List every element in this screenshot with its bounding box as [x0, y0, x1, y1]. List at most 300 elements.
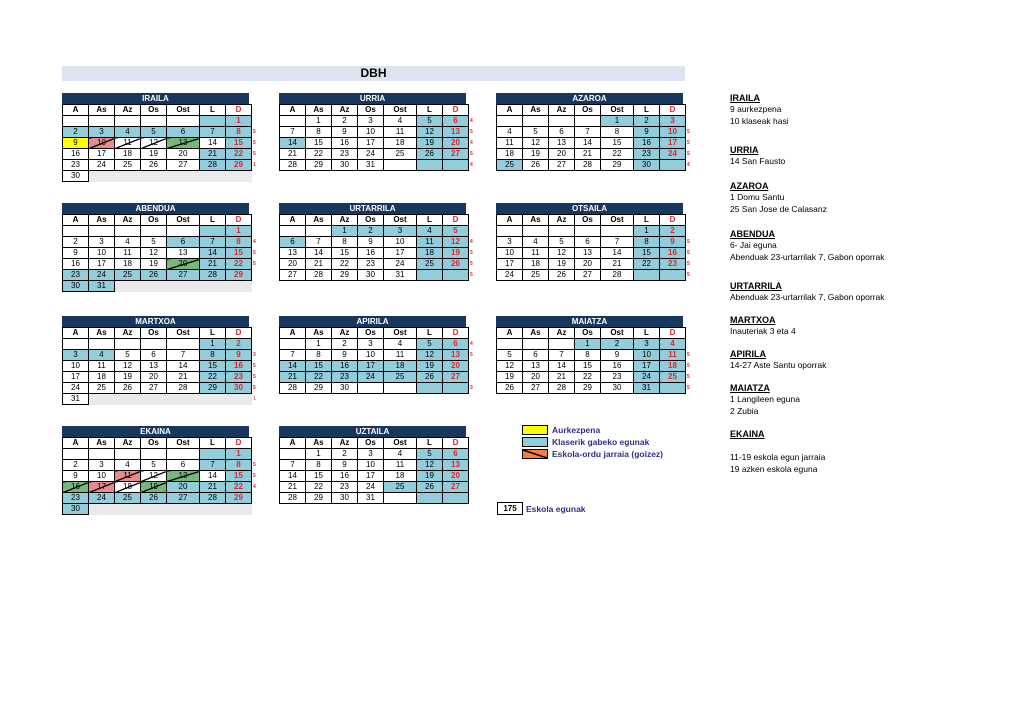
week-count: 4: [253, 484, 256, 490]
day-cell: 15: [634, 248, 660, 259]
day-cell: 26 5: [443, 259, 469, 270]
day-cell: 9: [63, 248, 89, 259]
day-cell: 21: [280, 372, 306, 383]
day-cell: [497, 116, 523, 127]
day-cell: [660, 270, 690, 281]
day-cell: 20: [141, 372, 167, 383]
notes-panel: [730, 93, 1020, 475]
week-count: 5: [687, 352, 690, 358]
day-cell: [306, 226, 332, 237]
week-count: 5: [687, 272, 690, 278]
day-cell: [200, 449, 226, 460]
week-count: 5: [470, 129, 473, 135]
day-cell: 21: [200, 482, 226, 493]
day-cell: 15: [332, 248, 358, 259]
day-cell: 27: [443, 482, 469, 493]
weekday-label: Os: [141, 105, 167, 116]
day-cell: 24: [497, 270, 523, 281]
day-cell: 29: [226, 493, 252, 504]
month-name: URRIA: [279, 93, 466, 104]
day-cell: 28: [306, 270, 332, 281]
day-cell: 23: [601, 372, 634, 383]
day-cell: 19: [115, 372, 141, 383]
day-cell: [575, 226, 601, 237]
week-count: 4: [470, 341, 473, 347]
day-cell: 13: [141, 361, 167, 372]
day-cell: 24: [89, 493, 115, 504]
day-cell: 23: [358, 259, 384, 270]
day-cell: 14: [280, 361, 306, 372]
day-cell: [443, 160, 473, 171]
day-cell: 9: [63, 138, 89, 149]
day-cell: 26: [549, 270, 575, 281]
week-count: 5: [470, 352, 473, 358]
weekday-label: L: [634, 328, 660, 339]
day-cell: 19: [141, 149, 167, 160]
day-cell: 3: [358, 339, 384, 350]
day-cell: 25: [384, 482, 417, 493]
day-cell: 30: [601, 383, 634, 394]
weekday-label: A: [280, 215, 306, 226]
day-cell: 27: [167, 160, 200, 171]
day-cell: 10: [89, 471, 115, 482]
note-line: Inauteriak 3 eta 4: [730, 326, 796, 336]
empty-cell: [89, 504, 115, 515]
note-line: [730, 439, 1020, 451]
empty-cell: [141, 394, 167, 405]
day-cell: [660, 160, 690, 171]
day-cell: 18: [115, 149, 141, 160]
weekday-label: D: [226, 328, 252, 339]
weekday-label: A: [280, 105, 306, 116]
day-cell: 12: [497, 361, 523, 372]
weekday-label: Ost: [384, 215, 417, 226]
day-cell: 24: [634, 372, 660, 383]
empty-cell: [200, 394, 226, 405]
month-name: ABENDUA: [62, 203, 249, 214]
day-cell: [549, 339, 575, 350]
day-cell: [115, 226, 141, 237]
day-cell: 13: [575, 248, 601, 259]
day-cell: 2: [332, 339, 358, 350]
day-cell: 28: [601, 270, 634, 281]
day-cell: 8 5: [226, 127, 252, 138]
day-cell: 10: [358, 127, 384, 138]
day-cell: [167, 339, 200, 350]
day-cell: 14: [200, 471, 226, 482]
day-cell: 18: [115, 482, 141, 493]
day-cell: [384, 160, 417, 171]
day-cell: 14: [549, 361, 575, 372]
day-cell: 6: [549, 127, 575, 138]
day-cell: 4: [89, 350, 115, 361]
day-cell: [523, 226, 549, 237]
day-cell: 2: [601, 339, 634, 350]
empty-cell: [200, 281, 226, 292]
weekday-label: D: [443, 328, 469, 339]
note-title: URRIA: [730, 145, 759, 155]
day-cell: 16: [332, 361, 358, 372]
day-cell: 24: [358, 482, 384, 493]
month-name: OTSAILA: [496, 203, 683, 214]
day-cell: 14: [200, 248, 226, 259]
day-cell: [63, 226, 89, 237]
weekday-label: L: [417, 328, 443, 339]
weekday-label: Az: [549, 215, 575, 226]
day-cell: [575, 116, 601, 127]
day-cell: 6: [443, 449, 469, 460]
day-cell: [497, 226, 523, 237]
day-cell: 10: [358, 460, 384, 471]
day-cell: 1: [226, 116, 252, 127]
day-cell: 23: [63, 493, 89, 504]
day-cell: 21: [200, 259, 226, 270]
day-cell: 23: [634, 149, 660, 160]
day-cell: 23 5: [660, 259, 686, 270]
weekday-label: Os: [141, 328, 167, 339]
day-cell: 20: [575, 259, 601, 270]
note-line: 6- Jai eguna: [730, 240, 777, 250]
day-cell: 19: [549, 259, 575, 270]
day-cell: 9: [332, 127, 358, 138]
weekday-label: A: [63, 328, 89, 339]
legend-label: Eskola-ordu jarraia (goizez): [552, 449, 663, 459]
note-line: 11-19 eskola egun jarraia: [730, 452, 826, 462]
day-cell: 19: [417, 138, 443, 149]
weekday-label: As: [523, 328, 549, 339]
day-cell: 17: [384, 248, 417, 259]
day-cell: 3: [358, 116, 384, 127]
day-cell: [601, 226, 634, 237]
day-cell: 7: [200, 460, 226, 471]
day-cell: [89, 116, 115, 127]
weekday-label: Ost: [384, 328, 417, 339]
day-cell: 3: [660, 116, 686, 127]
empty-cell: [115, 281, 141, 292]
day-cell: [141, 116, 167, 127]
week-count: 1: [253, 162, 256, 168]
weekday-label: A: [280, 438, 306, 449]
day-cell: 23: [332, 149, 358, 160]
note-title: AZAROA: [730, 181, 769, 191]
day-cell: 2: [63, 237, 89, 248]
day-cell: 18: [417, 248, 443, 259]
day-cell: 17: [634, 361, 660, 372]
day-cell: 12: [115, 361, 141, 372]
note-line: 14-27 Aste Santu oporrak: [730, 360, 827, 370]
day-cell: 30: [358, 270, 384, 281]
day-cell: 27: [141, 383, 167, 394]
day-cell: 26: [417, 149, 443, 160]
legend-swatch: [522, 437, 548, 447]
weekday-label: L: [200, 215, 226, 226]
day-cell: 12: [141, 248, 167, 259]
day-cell: 3: [89, 237, 115, 248]
day-cell: 18: [523, 259, 549, 270]
month-calendar-apirila: [279, 316, 473, 394]
day-cell: 16 5: [660, 248, 686, 259]
day-cell: 30: [63, 504, 89, 515]
day-cell: 5: [549, 237, 575, 248]
day-cell: 28: [200, 160, 226, 171]
empty-cell: [141, 171, 167, 182]
day-cell: 10: [63, 361, 89, 372]
day-cell: [141, 339, 167, 350]
day-cell: 4: [660, 339, 686, 350]
day-cell: 1: [200, 339, 226, 350]
weekday-label: As: [306, 328, 332, 339]
empty-cell: [115, 394, 141, 405]
day-cell: [115, 116, 141, 127]
day-cell: 10: [89, 138, 115, 149]
note-line: 9 aurkezpena: [730, 104, 782, 114]
note-line: 1 Domu Santu: [730, 192, 785, 202]
day-cell: 21: [549, 372, 575, 383]
day-cell: 7: [601, 237, 634, 248]
day-cell: 2: [332, 449, 358, 460]
weekday-label: A: [63, 105, 89, 116]
day-cell: 23: [63, 160, 89, 171]
day-cell: 9: [634, 127, 660, 138]
week-count: 5: [470, 261, 473, 267]
empty-cell: [226, 394, 256, 405]
week-count: 5: [687, 385, 690, 391]
legend-swatch: [522, 425, 548, 435]
day-cell: 3: [358, 449, 384, 460]
day-cell: 29: [200, 383, 226, 394]
day-cell: 17: [89, 149, 115, 160]
day-cell: 11: [497, 138, 523, 149]
day-cell: 5: [497, 350, 523, 361]
day-cell: 8: [200, 350, 226, 361]
month-name: MARTXOA: [62, 316, 249, 327]
week-count: 4: [687, 162, 690, 168]
day-cell: 15 5: [226, 471, 252, 482]
day-cell: 6 4: [443, 116, 469, 127]
week-count: 5: [253, 385, 256, 391]
day-cell: 20: [167, 482, 200, 493]
school-days-count: 175: [497, 502, 523, 515]
day-cell: 25: [523, 270, 549, 281]
day-cell: 11: [384, 127, 417, 138]
day-cell: 8: [306, 460, 332, 471]
week-count: 5: [253, 250, 256, 256]
day-cell: 19: [497, 372, 523, 383]
note-block: [730, 281, 1020, 303]
note-title: URTARRILA: [730, 281, 782, 291]
weekday-label: A: [280, 328, 306, 339]
day-cell: 5: [417, 449, 443, 460]
day-cell: 8: [306, 350, 332, 361]
day-cell: 26: [141, 160, 167, 171]
day-cell: 1: [226, 226, 252, 237]
empty-cell: [89, 394, 115, 405]
weekday-label: As: [523, 215, 549, 226]
day-cell: 1: [306, 339, 332, 350]
day-cell: [167, 449, 200, 460]
empty-cell: [167, 394, 200, 405]
weekday-label: Ost: [384, 438, 417, 449]
day-cell: 22: [200, 372, 226, 383]
weekday-label: Ost: [167, 105, 200, 116]
school-days-summary: [497, 500, 586, 518]
day-cell: 15: [200, 361, 226, 372]
day-cell: [89, 449, 115, 460]
day-cell: 3: [89, 460, 115, 471]
weekday-label: Os: [358, 328, 384, 339]
day-cell: 15 5: [226, 248, 252, 259]
day-cell: 25 5: [660, 372, 686, 383]
day-cell: 6: [141, 350, 167, 361]
day-cell: 11: [115, 248, 141, 259]
day-cell: 2: [226, 339, 252, 350]
day-cell: 29: [306, 160, 332, 171]
day-cell: [89, 339, 115, 350]
note-line: 25 San Jose de Calasanz: [730, 204, 827, 214]
day-cell: 13 5: [443, 350, 469, 361]
day-cell: 24: [89, 160, 115, 171]
weekday-label: Az: [115, 328, 141, 339]
day-cell: 29: [575, 383, 601, 394]
legend-label: Aurkezpena: [552, 425, 601, 435]
weekday-label: D: [660, 328, 686, 339]
day-cell: 10: [384, 237, 417, 248]
week-count: 5: [253, 140, 256, 146]
empty-cell: [167, 171, 200, 182]
week-count: 3: [253, 352, 256, 358]
day-cell: 28: [280, 160, 306, 171]
day-cell: 26: [417, 372, 443, 383]
day-cell: [141, 449, 167, 460]
weekday-label: L: [634, 215, 660, 226]
day-cell: [443, 493, 469, 504]
day-cell: 18: [384, 471, 417, 482]
day-cell: 27: [167, 493, 200, 504]
weekday-label: A: [497, 215, 523, 226]
day-cell: 12: [417, 127, 443, 138]
day-cell: 16: [63, 482, 89, 493]
empty-cell: [200, 504, 226, 515]
day-cell: 21: [200, 149, 226, 160]
day-cell: 2: [63, 127, 89, 138]
empty-cell: [115, 171, 141, 182]
day-cell: [660, 383, 690, 394]
day-cell: [280, 449, 306, 460]
day-cell: 14: [280, 138, 306, 149]
day-cell: 1: [226, 449, 252, 460]
day-cell: 4: [115, 237, 141, 248]
note-line: 10 klaseak hasi: [730, 116, 789, 126]
day-cell: 24: [358, 149, 384, 160]
weekday-label: Os: [358, 215, 384, 226]
day-cell: [115, 339, 141, 350]
day-cell: [523, 339, 549, 350]
day-cell: 25: [497, 160, 523, 171]
month-calendar-ekaina: [62, 426, 256, 515]
day-cell: 11: [417, 237, 443, 248]
day-cell: 20: [280, 259, 306, 270]
day-cell: 17: [497, 259, 523, 270]
day-cell: 20: [443, 471, 469, 482]
day-cell: 9: [601, 350, 634, 361]
day-cell: 1: [332, 226, 358, 237]
month-calendar-maiatza: [496, 316, 690, 394]
day-cell: 23: [332, 372, 358, 383]
day-cell: 4: [523, 237, 549, 248]
weekday-label: D: [443, 215, 469, 226]
day-cell: 3: [497, 237, 523, 248]
day-cell: 6: [280, 237, 306, 248]
day-cell: 16 5: [226, 361, 252, 372]
weekday-label: Ost: [601, 215, 634, 226]
day-cell: 13: [167, 471, 200, 482]
note-block: [730, 315, 1020, 337]
day-cell: 15: [306, 471, 332, 482]
weekday-label: Az: [115, 438, 141, 449]
day-cell: 14: [601, 248, 634, 259]
day-cell: 29: [601, 160, 634, 171]
day-cell: 30 5: [226, 383, 252, 394]
weekday-label: As: [306, 438, 332, 449]
day-cell: 17 5: [660, 138, 686, 149]
day-cell: 16: [358, 248, 384, 259]
day-cell: 27: [549, 160, 575, 171]
day-cell: 28: [575, 160, 601, 171]
weekday-label: Os: [141, 438, 167, 449]
day-cell: 5: [141, 460, 167, 471]
day-cell: 9: [332, 460, 358, 471]
month-calendar-otsaila: [496, 203, 690, 281]
day-cell: 1: [601, 116, 634, 127]
day-cell: 4: [497, 127, 523, 138]
day-cell: 28: [200, 493, 226, 504]
day-cell: 7: [575, 127, 601, 138]
day-cell: 18: [384, 361, 417, 372]
week-count: 3: [470, 385, 473, 391]
day-cell: 28: [549, 383, 575, 394]
day-cell: 22 5: [226, 149, 252, 160]
day-cell: 19: [141, 259, 167, 270]
weekday-label: D: [226, 438, 252, 449]
day-cell: [443, 383, 473, 394]
day-cell: 10: [358, 350, 384, 361]
month-calendar-abendua: [62, 203, 256, 292]
month-name: MAIATZA: [496, 316, 683, 327]
day-cell: 20: [167, 259, 200, 270]
day-cell: 30: [63, 281, 89, 292]
weekday-label: Az: [115, 105, 141, 116]
month-calendar-iraila: [62, 93, 256, 182]
day-cell: 21: [601, 259, 634, 270]
weekday-label: Az: [332, 215, 358, 226]
note-line: 14 San Fausto: [730, 156, 786, 166]
month-name: APIRILA: [279, 316, 466, 327]
day-cell: 16: [332, 471, 358, 482]
note-title: ABENDUA: [730, 229, 775, 239]
day-cell: 13: [443, 460, 469, 471]
weekday-label: L: [417, 215, 443, 226]
day-cell: 28: [280, 493, 306, 504]
day-cell: [497, 339, 523, 350]
day-cell: 9: [358, 237, 384, 248]
weekday-label: A: [63, 215, 89, 226]
day-cell: [167, 116, 200, 127]
day-cell: 6: [167, 237, 200, 248]
day-cell: [417, 493, 443, 504]
day-cell: 13: [167, 248, 200, 259]
note-block: [730, 383, 1020, 417]
day-cell: 13: [549, 138, 575, 149]
